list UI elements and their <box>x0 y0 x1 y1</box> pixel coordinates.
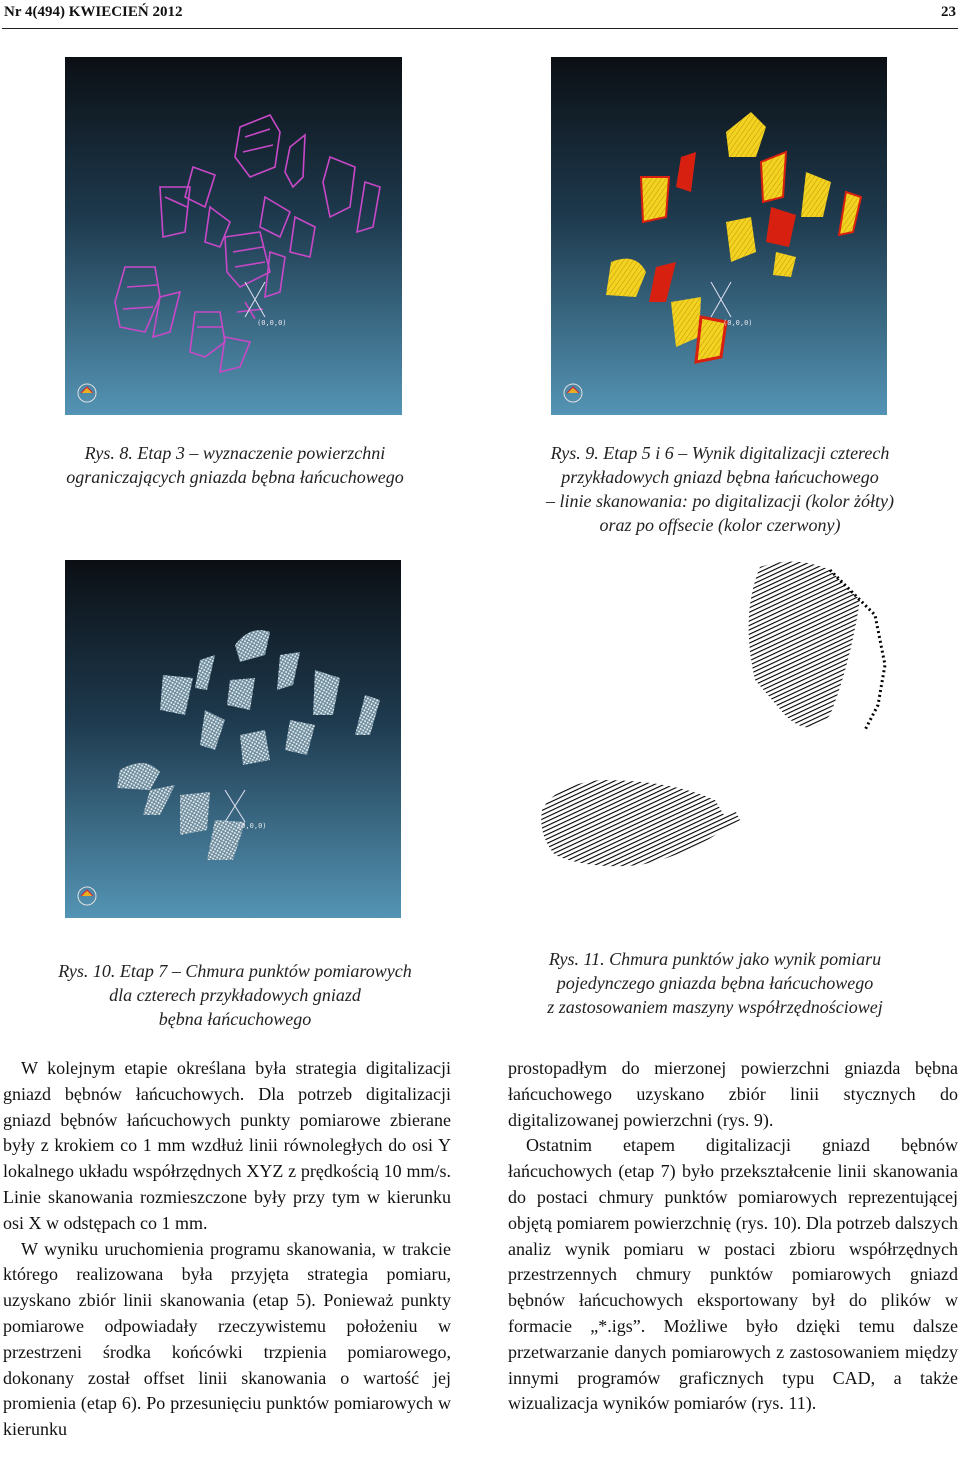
paragraph: prostopadłym do mierzonej powierzchni gniazda bębna łańcuchowego uzyskano zbiór linii stycznych do digitalizowanej powierzchni (rys. 9). <box>508 1058 958 1130</box>
caption-line: z zastosowaniem maszyny współrzędnościowej <box>547 997 883 1017</box>
issue-label: Nr 4(494) KWIECIEŃ 2012 <box>4 4 183 20</box>
paragraph: Ostatnim etapem digitalizacji gniazd bębnów łańcuchowych (etap 7) było przekształcenie linii skanowania do postaci chmury punktów pomiarowych reprezentującej objętą pomiarem powierzchnię (rys. 10). Dla potrzeb dalszych analiz wynik pomiaru w postaci zbioru współrzędnych przestrzennych chmury punktów pomiarowych gniazd bębnów łańcuchowych eksportowany był do plików w formacie „*.igs”. Możliwe było dzięki temu dalsze przetwarzanie danych pomiarowych z zastosowaniem między innymi programów graficznych typu CAD, a także wizualizacja wyników pomiarów (rys. 11). <box>508 1135 958 1414</box>
running-header <box>2 2 958 29</box>
page-number: 23 <box>941 4 956 20</box>
figure-10-caption <box>20 959 450 1031</box>
figure-8-caption <box>30 441 440 489</box>
caption-line: oraz po offsecie (kolor czerwony) <box>599 515 841 535</box>
figure-9-caption <box>505 441 935 537</box>
origin-label: (0,0,0) <box>257 319 287 327</box>
caption-line: – linie skanowania: po digitalizacji (kolor żółty) <box>546 491 894 511</box>
body-column-left <box>3 1056 451 1443</box>
caption-line: bębna łańcuchowego <box>158 1009 312 1029</box>
figure-8-image <box>65 57 402 415</box>
caption-line: przykładowych gniazd bębna łańcuchowego <box>561 467 879 487</box>
figure-11-caption <box>505 947 925 1019</box>
paragraph: W kolejnym etapie określana była strategia digitalizacji gniazd bębnów łańcuchowych. Dla potrzeb digitalizacji gniazd bębnów łańcuchowych punkty pomiarowe zbierane były z krokiem co 1 mm wzdłuż linii równoległych do osi Y lokalnego układu współrzędnych XYZ z prędkością 10 mm/s. Linie skanowania rozmieszczone były przy tym w kierunku osi X w odstępach co 1 mm. <box>3 1058 451 1233</box>
caption-line: ograniczających gniazda bębna łańcuchowego <box>66 467 404 487</box>
caption-line: pojedynczego gniazda bębna łańcuchowego <box>556 973 874 993</box>
caption-line: dla czterech przykładowych gniazd <box>109 985 361 1005</box>
caption-line: Rys. 8. Etap 3 – wyznaczenie powierzchni <box>84 443 386 463</box>
paragraph: W wyniku uruchomienia programu skanowania, w trakcie którego realizowana była przyjęta strategia pomiaru, uzyskano zbiór linii skanowania (etap 5). Ponieważ punkty pomiarowe odpowiadały rzeczywistemu położeniu w przestrzeni środka końcówki trzpienia pomiarowego, dokonany został offset linii skanowania o wartość jej promienia (etap 6). Po przesunięciu punktów pomiarowych w kierunku <box>3 1238 451 1440</box>
figure-9-image <box>551 57 887 415</box>
caption-line: Rys. 10. Etap 7 – Chmura punktów pomiarowych <box>58 961 412 981</box>
figure-11-image <box>530 555 910 885</box>
figure-10-image <box>65 560 401 918</box>
caption-line: Rys. 11. Chmura punktów jako wynik pomiaru <box>548 949 882 969</box>
caption-line: Rys. 9. Etap 5 i 6 – Wynik digitalizacji czterech <box>550 443 890 463</box>
origin-label: (0,0,0) <box>237 822 267 830</box>
body-column-right <box>508 1056 958 1417</box>
origin-label: (0,0,0) <box>723 319 753 327</box>
